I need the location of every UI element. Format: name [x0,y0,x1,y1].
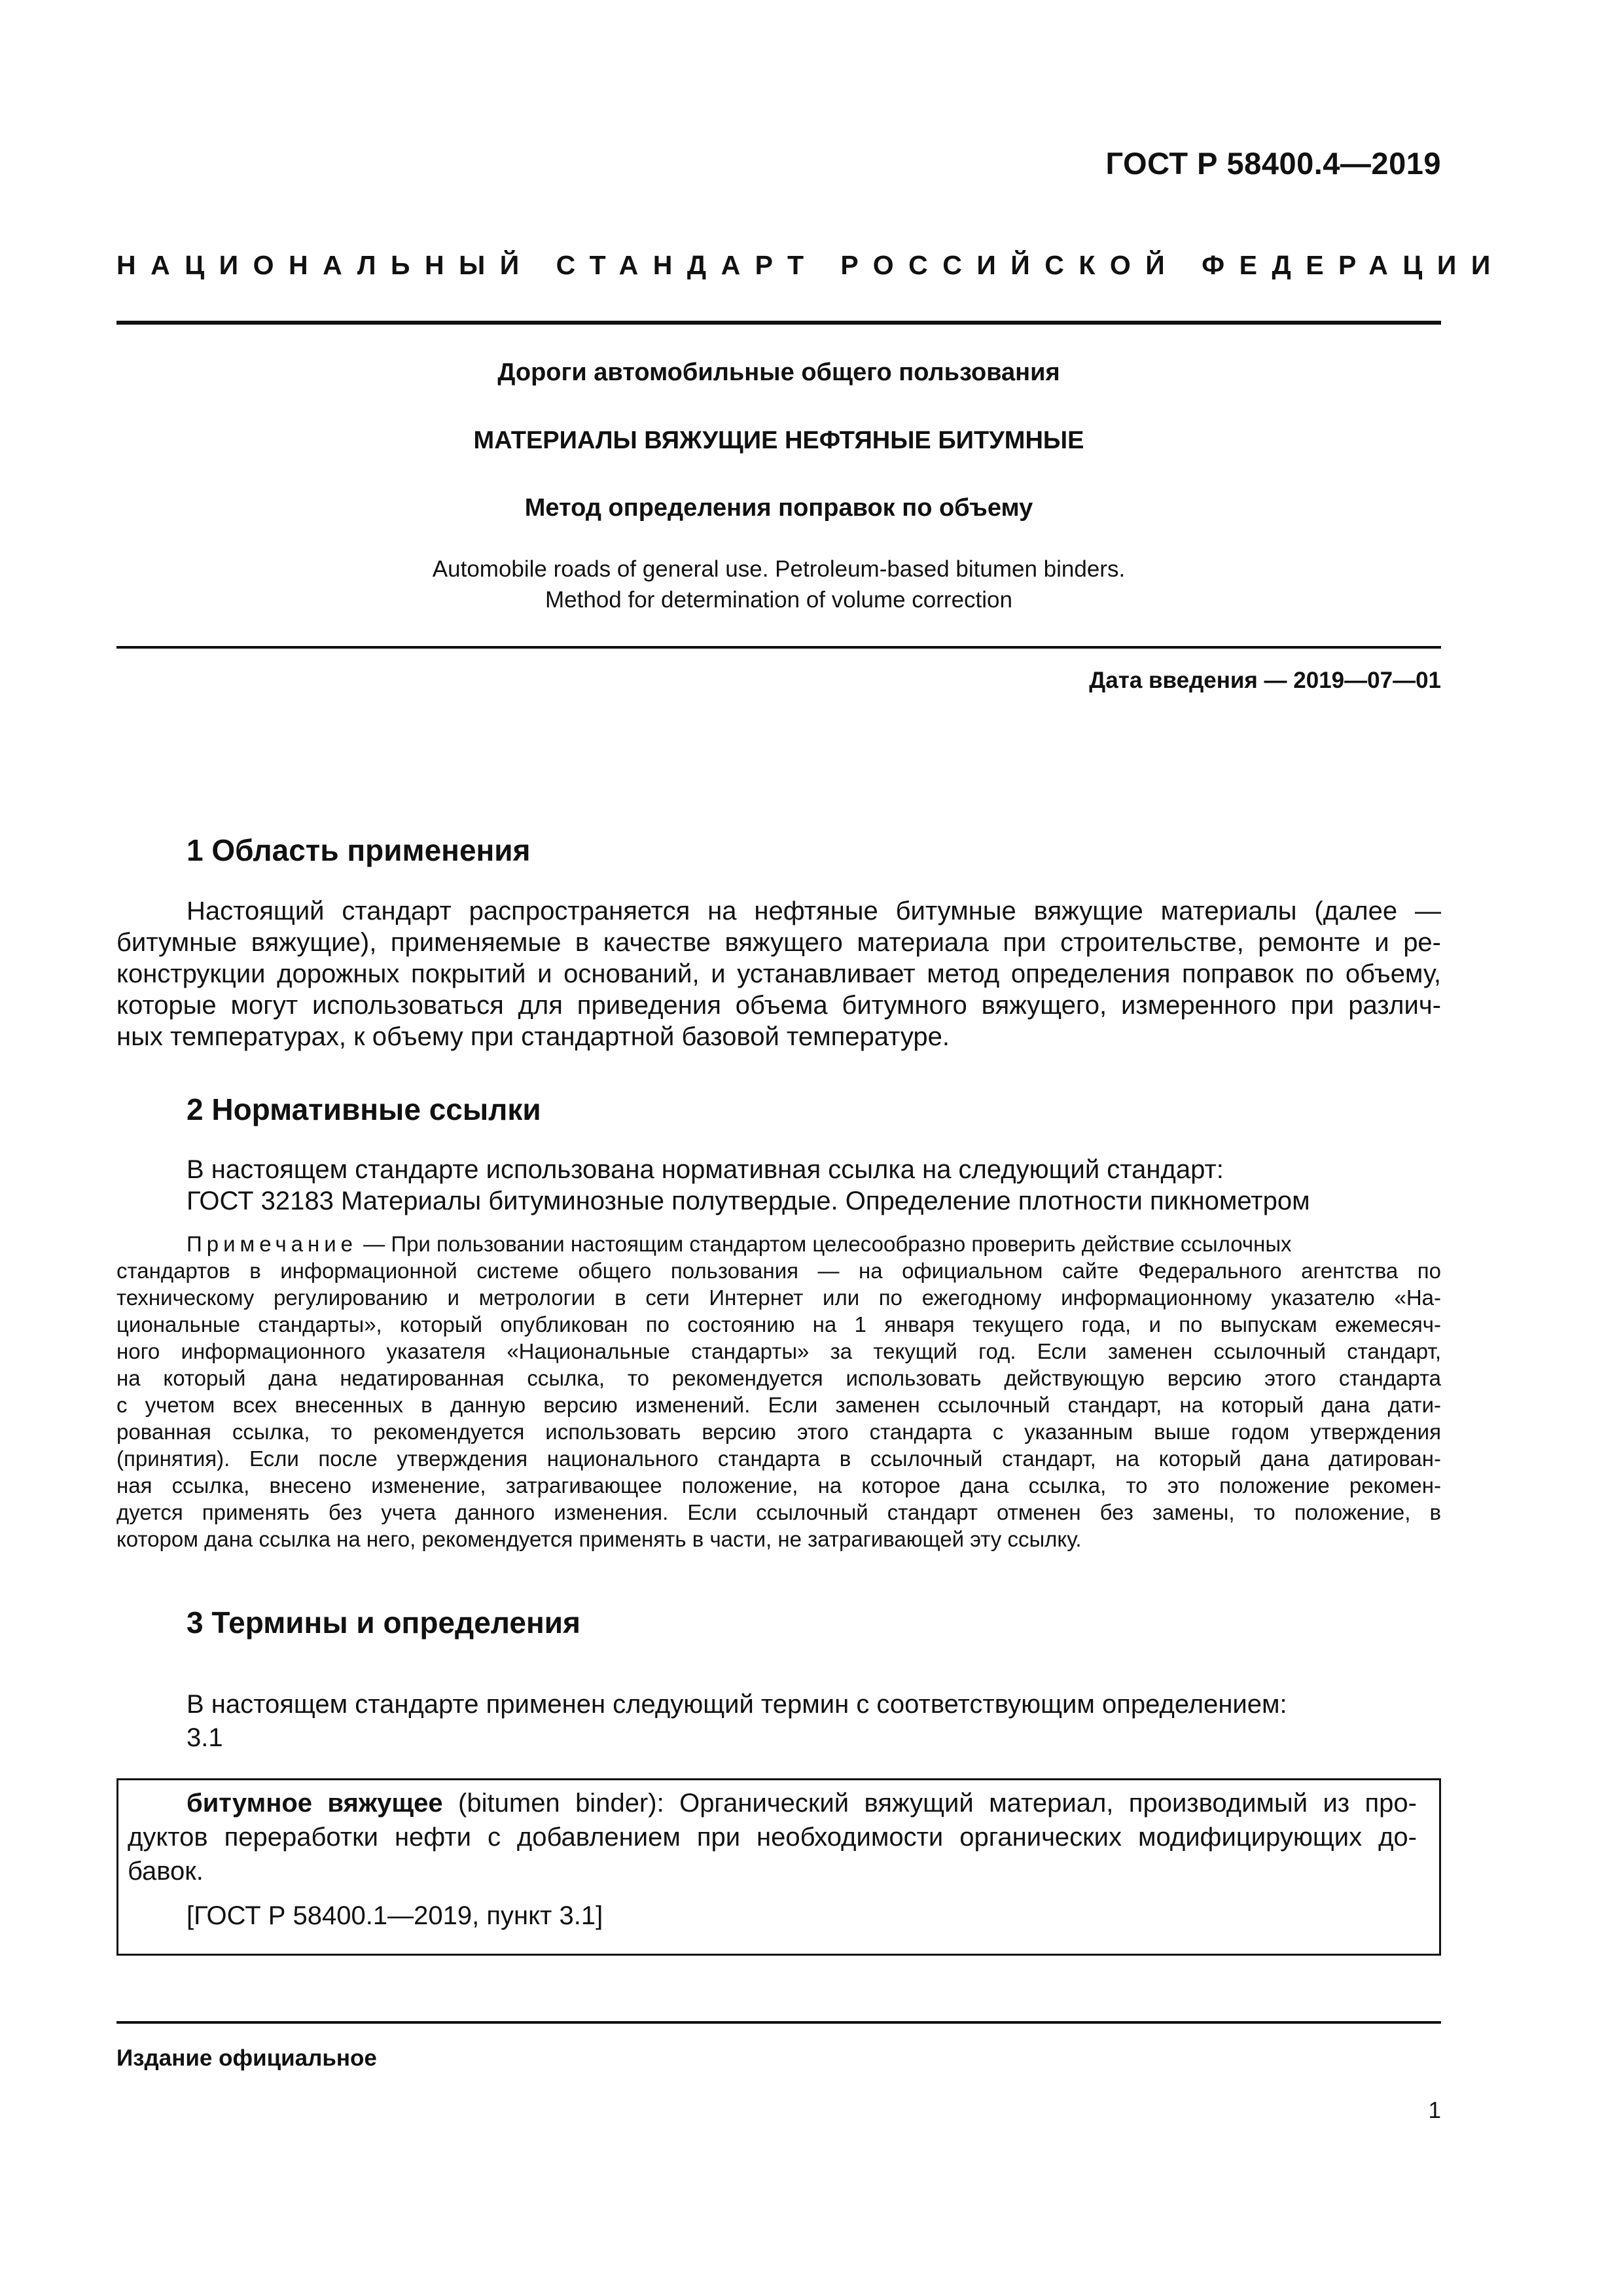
official-edition-label: Издание официальное [116,2045,377,2071]
title-divider [116,646,1441,649]
term-source: [ГОСТ Р 58400.1—2019, пункт 3.1] [187,1901,603,1930]
term-line-3: бавок. [128,1857,204,1886]
title-english-line-1: Automobile roads of general use. Petroleum-based bitumen binders. [432,556,1126,582]
title-sub: Метод определения поправок по объему [524,494,1033,522]
note-line: на который дана недатированная ссылка, то рекомендуется использовать действующую версию этого стандарта [116,1366,1441,1390]
note-line: ная ссылка, внесено изменение, затрагивающее положение, на которое дана ссылка, то это положение рекомен- [116,1473,1441,1498]
section-1-line: которые могут использоваться для приведения объема битумного вяжущего, измеренного при различ- [116,991,1441,1020]
note-line: циональные стандарты», который опубликован по состоянию на 1 января текущего года, и по выпускам ежемесяч- [116,1312,1441,1336]
term-number: 3.1 [187,1723,223,1752]
term-line-1 [187,1789,1417,1818]
note-line: техническому регулированию и метрологии в сети Интернет или по ежегодному информационному указателю «На- [116,1285,1441,1310]
note-line: рованная ссылка, то рекомендуется использовать версию этого стандарта с указанным выше годом утверждения [116,1420,1441,1444]
page-number: 1 [1428,2098,1441,2123]
note-first-line-text: — При пользовании настоящим стандартом целесообразно проверить действие ссылочных [357,1232,1292,1256]
section-2-line: ГОСТ 32183 Материалы битуминозные полутвердые. Определение плотности пикнометром [187,1187,1310,1215]
note-line: с учетом всех внесенных в данную версию изменений. Если заменен ссылочный стандарт, на который дана дати- [116,1393,1441,1417]
section-1-heading: 1 Область применения [187,833,531,867]
term-line-1-text: (bitumen binder): Органический вяжущий материал, производимый из про- [442,1789,1417,1818]
national-standard-header: НАЦИОНАЛЬНЫЙ СТАНДАРТ РОССИЙСКОЙ ФЕДЕРАЦИИ [116,250,1505,280]
section-1-line: конструкции дорожных покрытий и оснований, и устанавливает метод определения поправок по объему, [116,960,1441,988]
footer-divider [116,2021,1441,2024]
note-line: стандартов в информационной системе общего пользования — на официальном сайте Федерального агентства по [116,1259,1441,1283]
note-line: котором дана ссылка на него, рекомендуется применять в части, не затрагивающей эту ссылку. [116,1527,1082,1551]
term-name: битумное вяжущее [187,1789,443,1818]
title-general: Дороги автомобильные общего пользования [497,359,1060,386]
title-main: МАТЕРИАЛЫ ВЯЖУЩИЕ НЕФТЯНЫЕ БИТУМНЫЕ [473,427,1084,454]
section-1-line: ных температурах, к объему при стандартной базовой температуре. [116,1022,950,1051]
header-divider [116,321,1441,325]
note-first-line [187,1232,1292,1257]
section-3-heading: 3 Термины и определения [187,1605,580,1640]
term-line-2: дуктов переработки нефти с добавлением при необходимости органических модифицирующих до- [128,1823,1417,1852]
note-line: (принятия). Если после утверждения национального стандарта в ссылочный стандарт, на который дана датирован- [116,1446,1441,1471]
note-label: Примечание [187,1232,358,1256]
title-english-line-2: Method for determination of volume correction [545,587,1012,613]
date-of-introduction: Дата введения — 2019—07—01 [1089,668,1441,693]
document-code: ГОСТ Р 58400.4—2019 [1105,146,1441,181]
note-line: дуется применять без учета данного изменения. Если ссылочный стандарт отменен без замены, то положение, в [116,1500,1441,1524]
section-1-line: битумные вяжущие), применяемые в качестве вяжущего материала при строительстве, ремонте и ре- [116,928,1441,957]
note-line: ного информационного указателя «Национальные стандарты» за текущий год. Если заменен ссылочный стандарт, [116,1339,1441,1363]
section-1-line: Настоящий стандарт распространяется на нефтяные битумные вяжущие материалы (далее — [187,897,1441,925]
section-3-intro: В настоящем стандарте применен следующий термин с соответствующим определением: [187,1690,1287,1719]
section-2-heading: 2 Нормативные ссылки [187,1092,541,1126]
section-2-line: В настоящем стандарте использована нормативная ссылка на следующий стандарт: [187,1155,1224,1184]
